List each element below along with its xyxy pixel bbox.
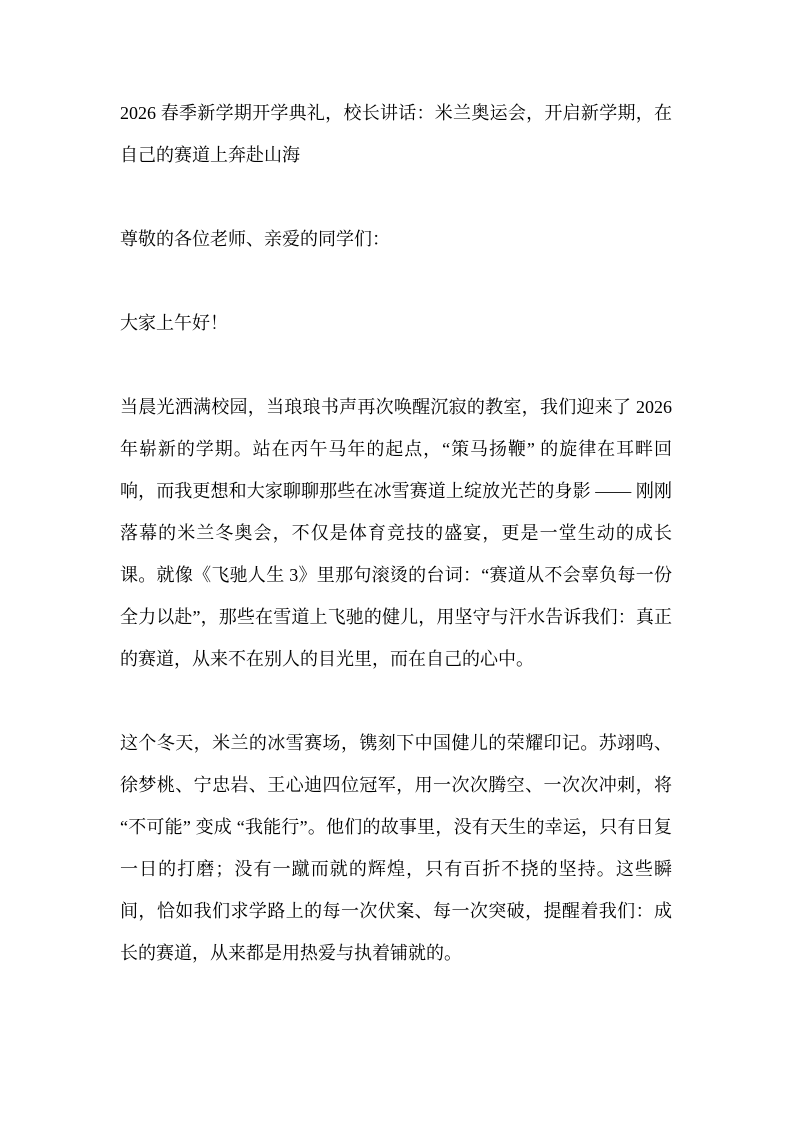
body-paragraph-2: 这个冬天，米兰的冰雪赛场，镌刻下中国健儿的荣耀印记。苏翊鸣、徐梦桃、宁忠岩、王心迪四位冠军，用一次次腾空、一次次冲刺，将 “不可能” 变成 “我能行”。他们的故事里，没有天生的幸运，只有日复一日的打磨；没有一蹴而就的辉煌，只有百折不挠的坚持。这些瞬间，恰如我们求学路上的每一次伏案、每一次突破，提醒着我们：成长的赛道，从来都是用热爱与执着铺就的。 [120, 733, 672, 963]
greeting-line: 大家上午好！ [120, 313, 228, 333]
doc-title: 2026 春季新学期开学典礼，校长讲话：米兰奥运会，开启新学期，在自己的赛道上奔赴山海 [120, 103, 672, 165]
body-paragraph-1: 当晨光洒满校园，当琅琅书声再次唤醒沉寂的教室，我们迎来了 2026 年崭新的学期。站在丙午马年的起点，“策马扬鞭” 的旋律在耳畔回响，而我更想和大家聊聊那些在冰雪赛道上绽放光芒的身影 —— 刚刚落幕的米兰冬奥会，不仅是体育竞技的盛宴，更是一堂生动的成长课。就像《飞驰人生 3》里那句滚烫的台词：“赛道从不会辜负每一份全力以赴”，那些在雪道上飞驰的健儿，用坚守与汗水告诉我们：真正的赛道，从来不在别人的目光里，而在自己的心中。 [120, 397, 672, 669]
salutation-line: 尊敬的各位老师、亲爱的同学们： [120, 229, 390, 249]
